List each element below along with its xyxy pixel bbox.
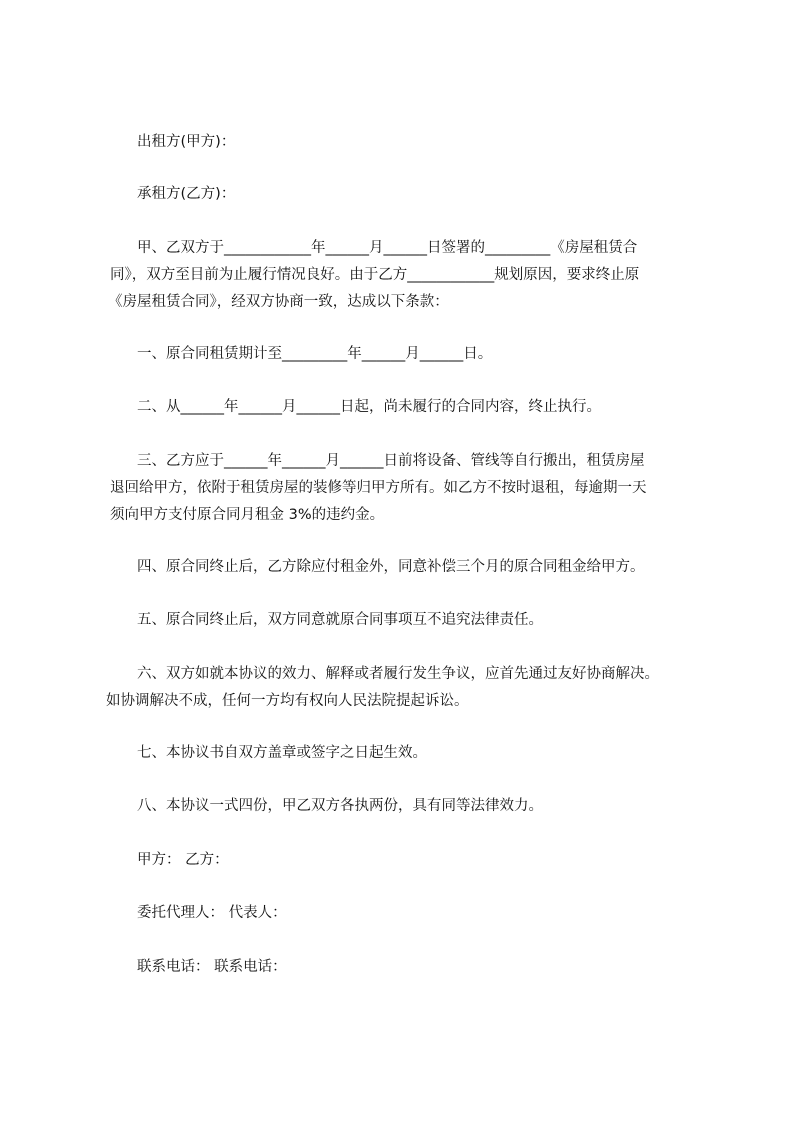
clause-6-line-2: 如协调解决不成，任何一方均有权向人民法院提起诉讼。 (106, 693, 469, 709)
clause-7: 七、本协议书自双方盖章或签字之日起生效。 (137, 745, 427, 761)
intro-line-1: 甲、乙双方于____________年______月______日签署的_________《房屋租赁合 (137, 240, 638, 256)
clause-1: 一、原合同租赁期计至_________年______月______日。 (137, 346, 493, 362)
clause-3-line-2: 退回给甲方，依附于租赁房屋的装修等归甲方所有。如乙方不按时退租，每逾期一天 (110, 480, 647, 496)
lessee-label: 承租方(乙方)： (137, 186, 236, 202)
lessor-label: 出租方(甲方)： (137, 134, 236, 150)
signature-phones: 联系电话： 联系电话： (137, 959, 287, 975)
clause-2: 二、从______年______月______日起，尚未履行的合同内容，终止执行。 (137, 399, 601, 415)
clause-6-line-1: 六、双方如就本协议的效力、解释或者履行发生争议，应首先通过友好协商解决。 (137, 666, 659, 682)
clause-3-line-3: 须向甲方支付原合同月租金 3%的违约金。 (110, 507, 385, 523)
intro-line-3: 《房屋租赁合同》，经双方协商一致，达成以下条款： (108, 294, 449, 310)
clause-8: 八、本协议一式四份，甲乙双方各执两份，具有同等法律效力。 (137, 798, 543, 814)
signature-agents: 委托代理人： 代表人： (137, 905, 287, 921)
clause-4: 四、原合同终止后，乙方除应付租金外，同意补偿三个月的原合同租金给甲方。 (137, 559, 645, 575)
signature-parties: 甲方： 乙方： (137, 852, 229, 868)
clause-3-line-1: 三、乙方应于______年______月______日前将设备、管线等自行搬出，租赁房屋 (137, 453, 645, 469)
intro-line-2: 同》，双方至目前为止履行情况良好。由于乙方____________规划原因，要求终止原 (110, 267, 640, 283)
clause-5: 五、原合同终止后，双方同意就原合同事项互不追究法律责任。 (137, 612, 543, 628)
